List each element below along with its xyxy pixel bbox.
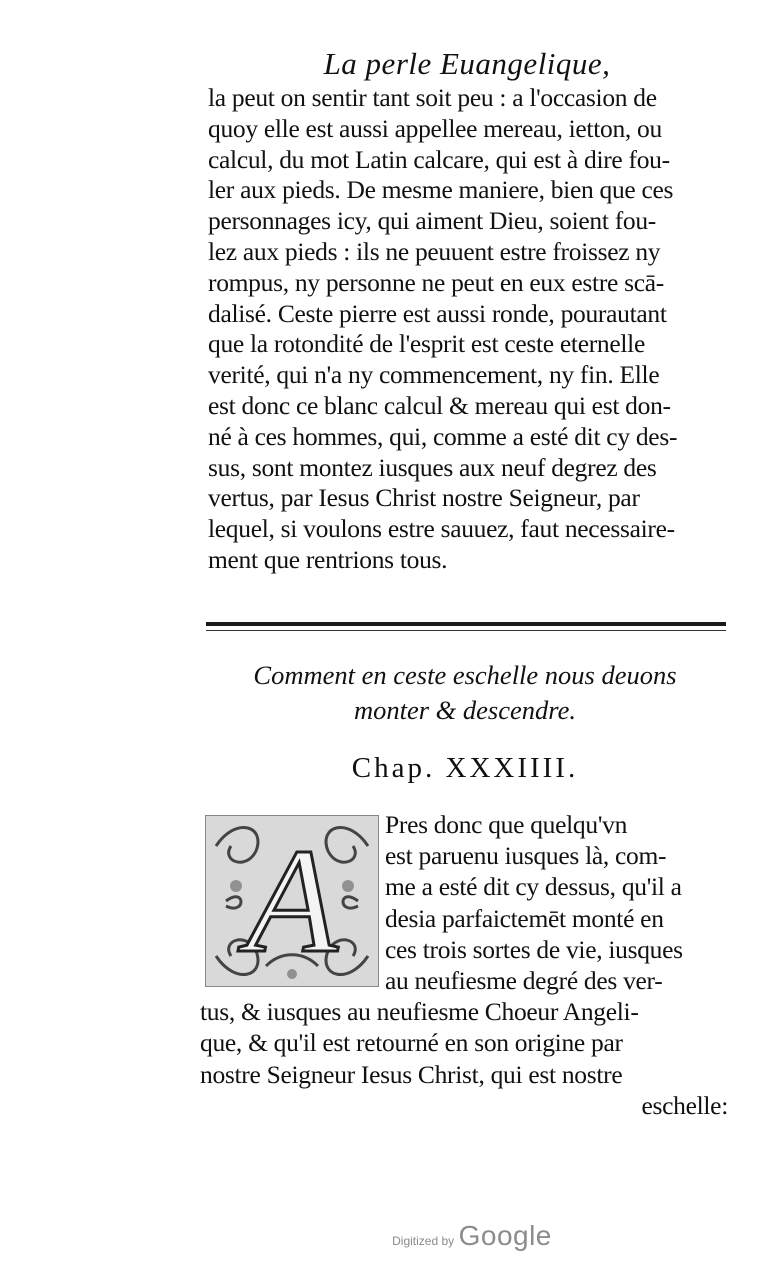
text-line: que, & qu'il est retourné en son origine par: [200, 1028, 623, 1058]
chapter-title-line: monter & descendre.: [353, 695, 576, 725]
text-line: au neufiesme degré des ver-: [385, 965, 663, 995]
text-line: eschelle:: [641, 1090, 728, 1120]
text-line: est donc ce blanc calcul & mereau qui est don-: [208, 390, 671, 420]
text-line: ces trois sortes de vie, iusques: [385, 934, 683, 964]
text-line: ment que rentrions tous.: [208, 544, 448, 574]
chapter-title: [200, 658, 730, 728]
watermark-brand: Google: [458, 1220, 552, 1251]
text-line: desia parfaictemēt monté en: [385, 903, 664, 933]
text-line: né à ces hommes, qui, comme a esté dit cy des-: [208, 421, 678, 451]
chapter-number: Chap. XXXIIII.: [351, 752, 579, 784]
text-line: nostre Seigneur Iesus Christ, qui est nostre: [200, 1059, 623, 1089]
text-line: quoy elle est aussi appellee mereau, ietton, ou: [208, 113, 662, 143]
text-line: sus, sont montez iusques aux neuf degrez des: [208, 452, 657, 482]
text-line: Pres donc que quelqu'vn: [385, 810, 628, 839]
body-text: [208, 83, 728, 576]
text-line: lez aux pieds : ils ne peuuent estre froissez ny: [208, 236, 661, 266]
chapter-title-line: Comment en ceste eschelle nous deuons: [253, 660, 677, 690]
text-line: tus, & iusques au neufiesme Choeur Angeli-: [200, 997, 639, 1027]
text-line: lequel, si voulons estre sauuez, faut necessaire-: [208, 514, 675, 544]
text-line: rompus, ny personne ne peut en eux estre scā-: [208, 267, 664, 297]
running-head-text: La perle Euangelique,: [323, 46, 611, 81]
chapter-paragraph: [200, 809, 728, 1121]
text-line: me a esté dit cy dessus, qu'il a: [385, 872, 682, 902]
text-line: est paruenu iusques là, com-: [385, 841, 667, 871]
digitization-watermark: [0, 1220, 774, 1252]
running-head: [0, 46, 774, 82]
text-line: dalisé. Ceste pierre est aussi ronde, pourautant: [208, 298, 667, 328]
text-line: que la rotondité de l'esprit est ceste eternelle: [208, 329, 645, 359]
text-line: vertus, par Iesus Christ nostre Seigneur, par: [208, 483, 640, 513]
section-divider: [206, 622, 726, 626]
text-line: verité, qui n'a ny commencement, ny fin. Elle: [208, 360, 660, 390]
text-line: la peut on sentir tant soit peu : a l'occasion de: [208, 83, 657, 112]
text-line: ler aux pieds. De mesme maniere, bien que ces: [208, 175, 674, 205]
text-line: personnages icy, qui aiment Dieu, soient fou-: [208, 206, 656, 236]
watermark-prefix: Digitized by: [392, 1234, 455, 1248]
dropcap-letter: A: [246, 818, 338, 984]
text-line: calcul, du mot Latin calcare, qui est à dire fou-: [208, 144, 670, 174]
section-divider-thin: [206, 630, 726, 631]
